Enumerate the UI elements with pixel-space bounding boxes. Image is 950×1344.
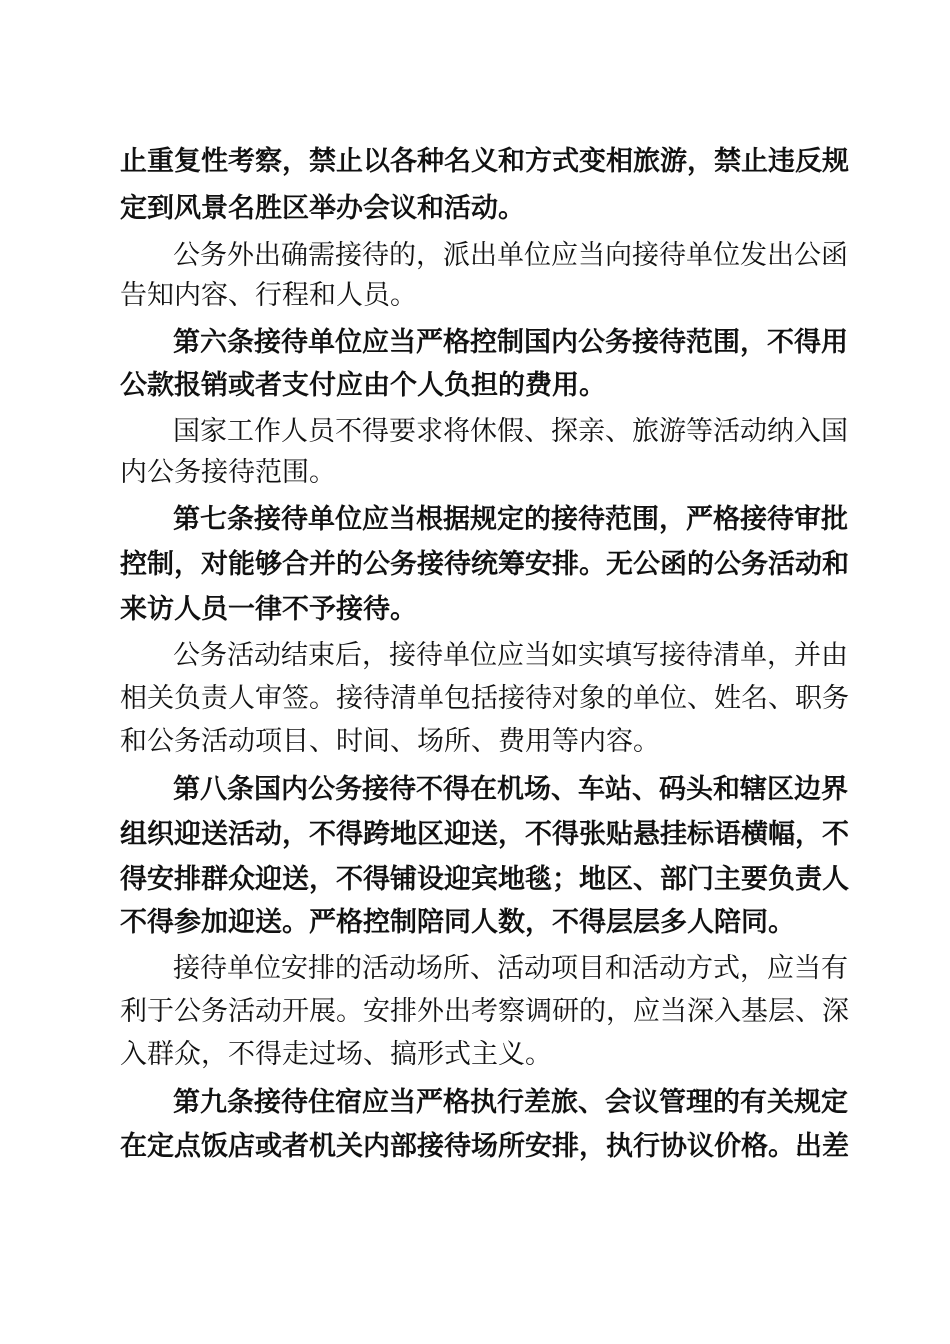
text-line-21: 入群众，不得走过场、搞形式主义。: [120, 1039, 552, 1070]
text-line-14: 和公务活动项目、时间、场所、费用等内容。: [120, 726, 660, 757]
text-line-16: 组织迎送活动，不得跨地区迎送，不得张贴悬挂标语横幅，不: [120, 819, 849, 850]
text-line-18: 不得参加迎送。严格控制陪同人数，不得层层多人陪同。: [120, 907, 795, 938]
text-line-13: 相关负责人审签。接待清单包括接待对象的单位、姓名、职务: [120, 683, 849, 714]
text-line-1: 止重复性考察，禁止以各种名义和方式变相旅游，禁止违反规: [120, 146, 849, 177]
text-line-10: 控制，对能够合并的公务接待统筹安排。无公函的公务活动和: [120, 549, 849, 580]
text-line-22: 第九条接待住宿应当严格执行差旅、会议管理的有关规定: [173, 1087, 848, 1118]
text-line-20: 利于公务活动开展。安排外出考察调研的，应当深入基层、深: [120, 996, 849, 1027]
text-line-6: 公款报销或者支付应由个人负担的费用。: [120, 370, 606, 401]
text-line-23: 在定点饭店或者机关内部接待场所安排，执行协议价格。出差: [120, 1131, 849, 1162]
text-line-5: 第六条接待单位应当严格控制国内公务接待范围，不得用: [173, 327, 848, 358]
text-line-9: 第七条接待单位应当根据规定的接待范围，严格接待审批: [173, 504, 848, 535]
text-line-12: 公务活动结束后，接待单位应当如实填写接待清单，并由: [173, 640, 848, 671]
text-line-3: 公务外出确需接待的，派出单位应当向接待单位发出公函: [173, 240, 848, 271]
text-line-17: 得安排群众迎送，不得铺设迎宾地毯；地区、部门主要负责人: [120, 864, 849, 895]
text-line-19: 接待单位安排的活动场所、活动项目和活动方式，应当有: [173, 953, 848, 984]
text-line-11: 来访人员一律不予接待。: [120, 594, 417, 625]
text-line-15: 第八条国内公务接待不得在机场、车站、码头和辖区边界: [173, 774, 848, 805]
text-line-2: 定到风景名胜区举办会议和活动。: [120, 193, 525, 224]
text-line-4: 告知内容、行程和人员。: [120, 280, 417, 311]
text-line-8: 内公务接待范围。: [120, 457, 336, 488]
text-line-7: 国家工作人员不得要求将休假、探亲、旅游等活动纳入国: [173, 416, 848, 447]
